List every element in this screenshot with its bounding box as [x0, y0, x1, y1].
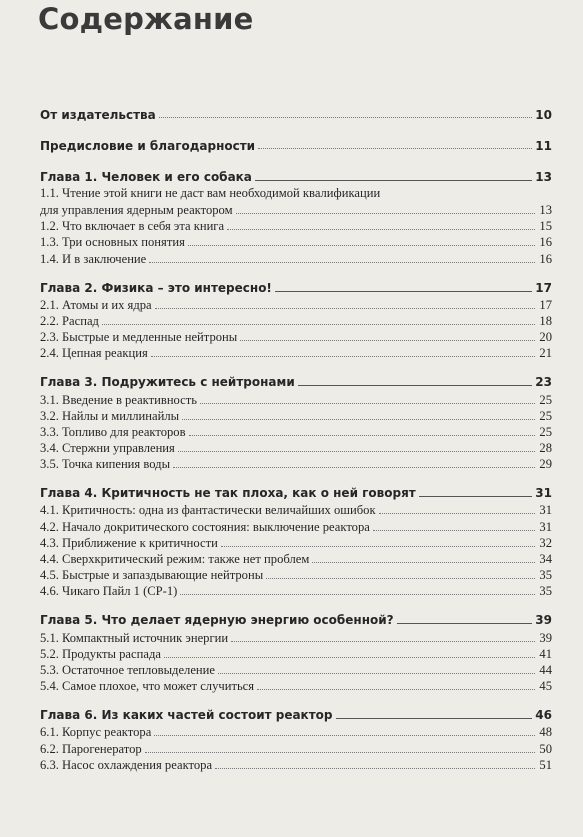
toc-page-number: 39 — [532, 613, 552, 627]
toc-entry-label: 5.1. Компактный источник энергии — [40, 631, 231, 646]
dot-leader — [258, 148, 532, 149]
toc-entry-label: 1.4. И в заключение — [40, 252, 149, 267]
toc-entry-label: 2.2. Распад — [40, 314, 102, 329]
toc-page-number: 18 — [535, 314, 552, 329]
toc-section-entry[interactable] — [40, 502, 552, 518]
dot-leader — [257, 689, 535, 690]
toc-entry-label: 1.3. Три основных понятия — [40, 235, 188, 250]
toc-section-entry[interactable] — [40, 297, 552, 313]
toc-page-number: 31 — [532, 486, 552, 500]
chapter-rule — [397, 623, 533, 624]
dot-leader — [236, 213, 535, 214]
toc-entry-label-line1: 1.1. Чтение этой книги не даст вам необходимой квалификации — [40, 186, 381, 200]
toc-page-number: 32 — [535, 536, 552, 551]
toc-entry-label: 4.3. Приближение к критичности — [40, 536, 221, 551]
dot-leader — [240, 340, 535, 341]
toc-entry-label: Глава 4. Критичность не так плоха, как о ней говорят — [40, 486, 419, 500]
toc-section-entry[interactable] — [40, 391, 552, 407]
toc-page-number: 16 — [535, 235, 552, 250]
toc-section-entry[interactable] — [40, 250, 552, 266]
toc-section-entry[interactable] — [40, 724, 552, 740]
toc-page-number: 13 — [535, 203, 552, 218]
dot-leader — [200, 403, 535, 404]
toc-entry-label: 4.6. Чикаго Пайл 1 (CP-1) — [40, 584, 180, 599]
toc-section-entry[interactable] — [40, 662, 552, 678]
toc-page-number: 21 — [535, 346, 552, 361]
dot-leader — [189, 435, 535, 436]
toc-entry-label: 2.3. Быстрые и медленные нейтроны — [40, 330, 240, 345]
toc-page-number: 15 — [535, 219, 552, 234]
toc-page-number: 25 — [535, 425, 552, 440]
toc-page-number: 46 — [532, 708, 552, 722]
toc-section-entry[interactable] — [40, 345, 552, 361]
toc-chapter-heading[interactable] — [40, 166, 552, 184]
toc-page-number: 44 — [535, 663, 552, 678]
toc-entry-label: Предисловие и благодарности — [40, 139, 258, 153]
dot-leader — [155, 308, 535, 309]
dot-leader — [227, 229, 535, 230]
toc-chapter-heading[interactable] — [40, 609, 552, 627]
dot-leader — [159, 117, 533, 118]
toc-entry-label: 5.4. Самое плохое, что может случиться — [40, 679, 257, 694]
chapter-rule — [298, 385, 533, 386]
toc-section-entry[interactable] — [40, 440, 552, 456]
toc-page-number: 13 — [532, 170, 552, 184]
toc-entry-label: 6.2. Парогенератор — [40, 742, 145, 757]
toc-entry-label: 2.1. Атомы и их ядра — [40, 298, 155, 313]
toc-page-number: 17 — [532, 281, 552, 295]
dot-leader — [379, 513, 535, 514]
toc-entry-label: 2.4. Цепная реакция — [40, 346, 151, 361]
toc-page-number: 35 — [535, 584, 552, 599]
toc-section-entry[interactable] — [40, 551, 552, 567]
toc-page-number: 20 — [535, 330, 552, 345]
toc-page-number: 31 — [535, 520, 552, 535]
toc-entry-label: 5.3. Остаточное тепловыделение — [40, 663, 218, 678]
toc-entry-label: 4.4. Сверхкритический режим: также нет проблем — [40, 552, 312, 567]
toc-entry-label: Глава 3. Подружитесь с нейтронами — [40, 375, 298, 389]
toc-entry-label: 4.2. Начало докритического состояния: выключение реактора — [40, 520, 373, 535]
toc-section-entry[interactable] — [40, 757, 552, 773]
dot-leader — [164, 657, 535, 658]
toc-entry-label: 3.4. Стержни управления — [40, 441, 178, 456]
toc-section-entry[interactable] — [40, 234, 552, 250]
dot-leader — [178, 451, 535, 452]
toc-page-number: 25 — [535, 393, 552, 408]
toc-section-entry[interactable] — [40, 424, 552, 440]
toc-section-entry[interactable] — [40, 313, 552, 329]
dot-leader — [149, 262, 535, 263]
toc-entry-label: 3.5. Точка кипения воды — [40, 457, 173, 472]
toc-section-entry[interactable] — [40, 567, 552, 583]
toc-chapter-heading[interactable] — [40, 704, 552, 722]
dot-leader — [102, 324, 535, 325]
toc-entry-front-matter[interactable] — [40, 104, 552, 122]
toc-section-entry[interactable] — [40, 535, 552, 551]
dot-leader — [266, 578, 535, 579]
toc-entry-label: Глава 2. Физика – это интересно! — [40, 281, 275, 295]
toc-page-number: 11 — [532, 139, 552, 153]
toc-page-number: 10 — [532, 108, 552, 122]
chapter-rule — [336, 718, 533, 719]
chapter-rule — [255, 180, 532, 181]
toc-chapter-heading[interactable] — [40, 371, 552, 389]
dot-leader — [373, 530, 535, 531]
toc-page-number: 34 — [535, 552, 552, 567]
toc-page-number: 23 — [532, 375, 552, 389]
toc-entry-label: 5.2. Продукты распада — [40, 647, 164, 662]
dot-leader — [180, 594, 535, 595]
toc-page-number: 45 — [535, 679, 552, 694]
toc-chapter-heading[interactable] — [40, 277, 552, 295]
toc-page-number: 28 — [535, 441, 552, 456]
toc-entry-label: От издательства — [40, 108, 159, 122]
chapter-rule — [419, 496, 533, 497]
toc-entry-label: 3.3. Топливо для реакторов — [40, 425, 189, 440]
toc-page-number: 29 — [535, 457, 552, 472]
toc-entry-label: 6.3. Насос охлаждения реактора — [40, 758, 215, 773]
toc-section-entry[interactable] — [40, 518, 552, 534]
toc-entry-front-matter[interactable] — [40, 135, 552, 153]
toc-page-number: 51 — [535, 758, 552, 773]
dot-leader — [154, 735, 535, 736]
page-title: Содержание — [38, 2, 254, 36]
toc-entry-label: Глава 5. Что делает ядерную энергию особенной? — [40, 613, 397, 627]
dot-leader — [151, 356, 535, 357]
toc-page-number: 50 — [535, 742, 552, 757]
toc-page-number: 17 — [535, 298, 552, 313]
toc-entry-label: для управления ядерным реактором — [40, 203, 236, 218]
toc-entry-label: 4.1. Критичность: одна из фантастически величайших ошибок — [40, 503, 379, 518]
dot-leader — [312, 562, 535, 563]
toc-entry-label: 3.2. Найлы и миллинайлы — [40, 409, 182, 424]
toc-section-entry[interactable] — [40, 740, 552, 756]
toc-page-number: 25 — [535, 409, 552, 424]
toc-page-number: 31 — [535, 503, 552, 518]
toc-section-entry[interactable] — [40, 408, 552, 424]
toc-section-entry[interactable] — [40, 329, 552, 345]
toc-entry-label: Глава 1. Человек и его собака — [40, 170, 255, 184]
dot-leader — [173, 467, 535, 468]
toc-entry-label: 4.5. Быстрые и запаздывающие нейтроны — [40, 568, 266, 583]
dot-leader — [231, 641, 535, 642]
toc-section-entry[interactable] — [40, 678, 552, 694]
toc-section-entry[interactable] — [40, 218, 552, 234]
toc-section-entry[interactable] — [40, 186, 552, 218]
dot-leader — [221, 546, 535, 547]
table-of-contents — [40, 104, 552, 773]
toc-section-entry[interactable] — [40, 456, 552, 472]
toc-page-number: 16 — [535, 252, 552, 267]
dot-leader — [188, 245, 535, 246]
toc-entry-label: Глава 6. Из каких частей состоит реактор — [40, 708, 336, 722]
chapter-rule — [275, 291, 532, 292]
toc-section-entry[interactable] — [40, 629, 552, 645]
toc-entry-label: 1.2. Что включает в себя эта книга — [40, 219, 227, 234]
toc-page-number: 39 — [535, 631, 552, 646]
toc-section-entry[interactable] — [40, 646, 552, 662]
dot-leader — [145, 752, 535, 753]
dot-leader — [182, 419, 535, 420]
toc-page-number: 41 — [535, 647, 552, 662]
toc-section-entry[interactable] — [40, 583, 552, 599]
toc-entry-label: 6.1. Корпус реактора — [40, 725, 154, 740]
toc-entry-label: 3.1. Введение в реактивность — [40, 393, 200, 408]
dot-leader — [215, 768, 535, 769]
dot-leader — [218, 673, 535, 674]
toc-page-number: 48 — [535, 725, 552, 740]
toc-chapter-heading[interactable] — [40, 482, 552, 500]
toc-page-number: 35 — [535, 568, 552, 583]
